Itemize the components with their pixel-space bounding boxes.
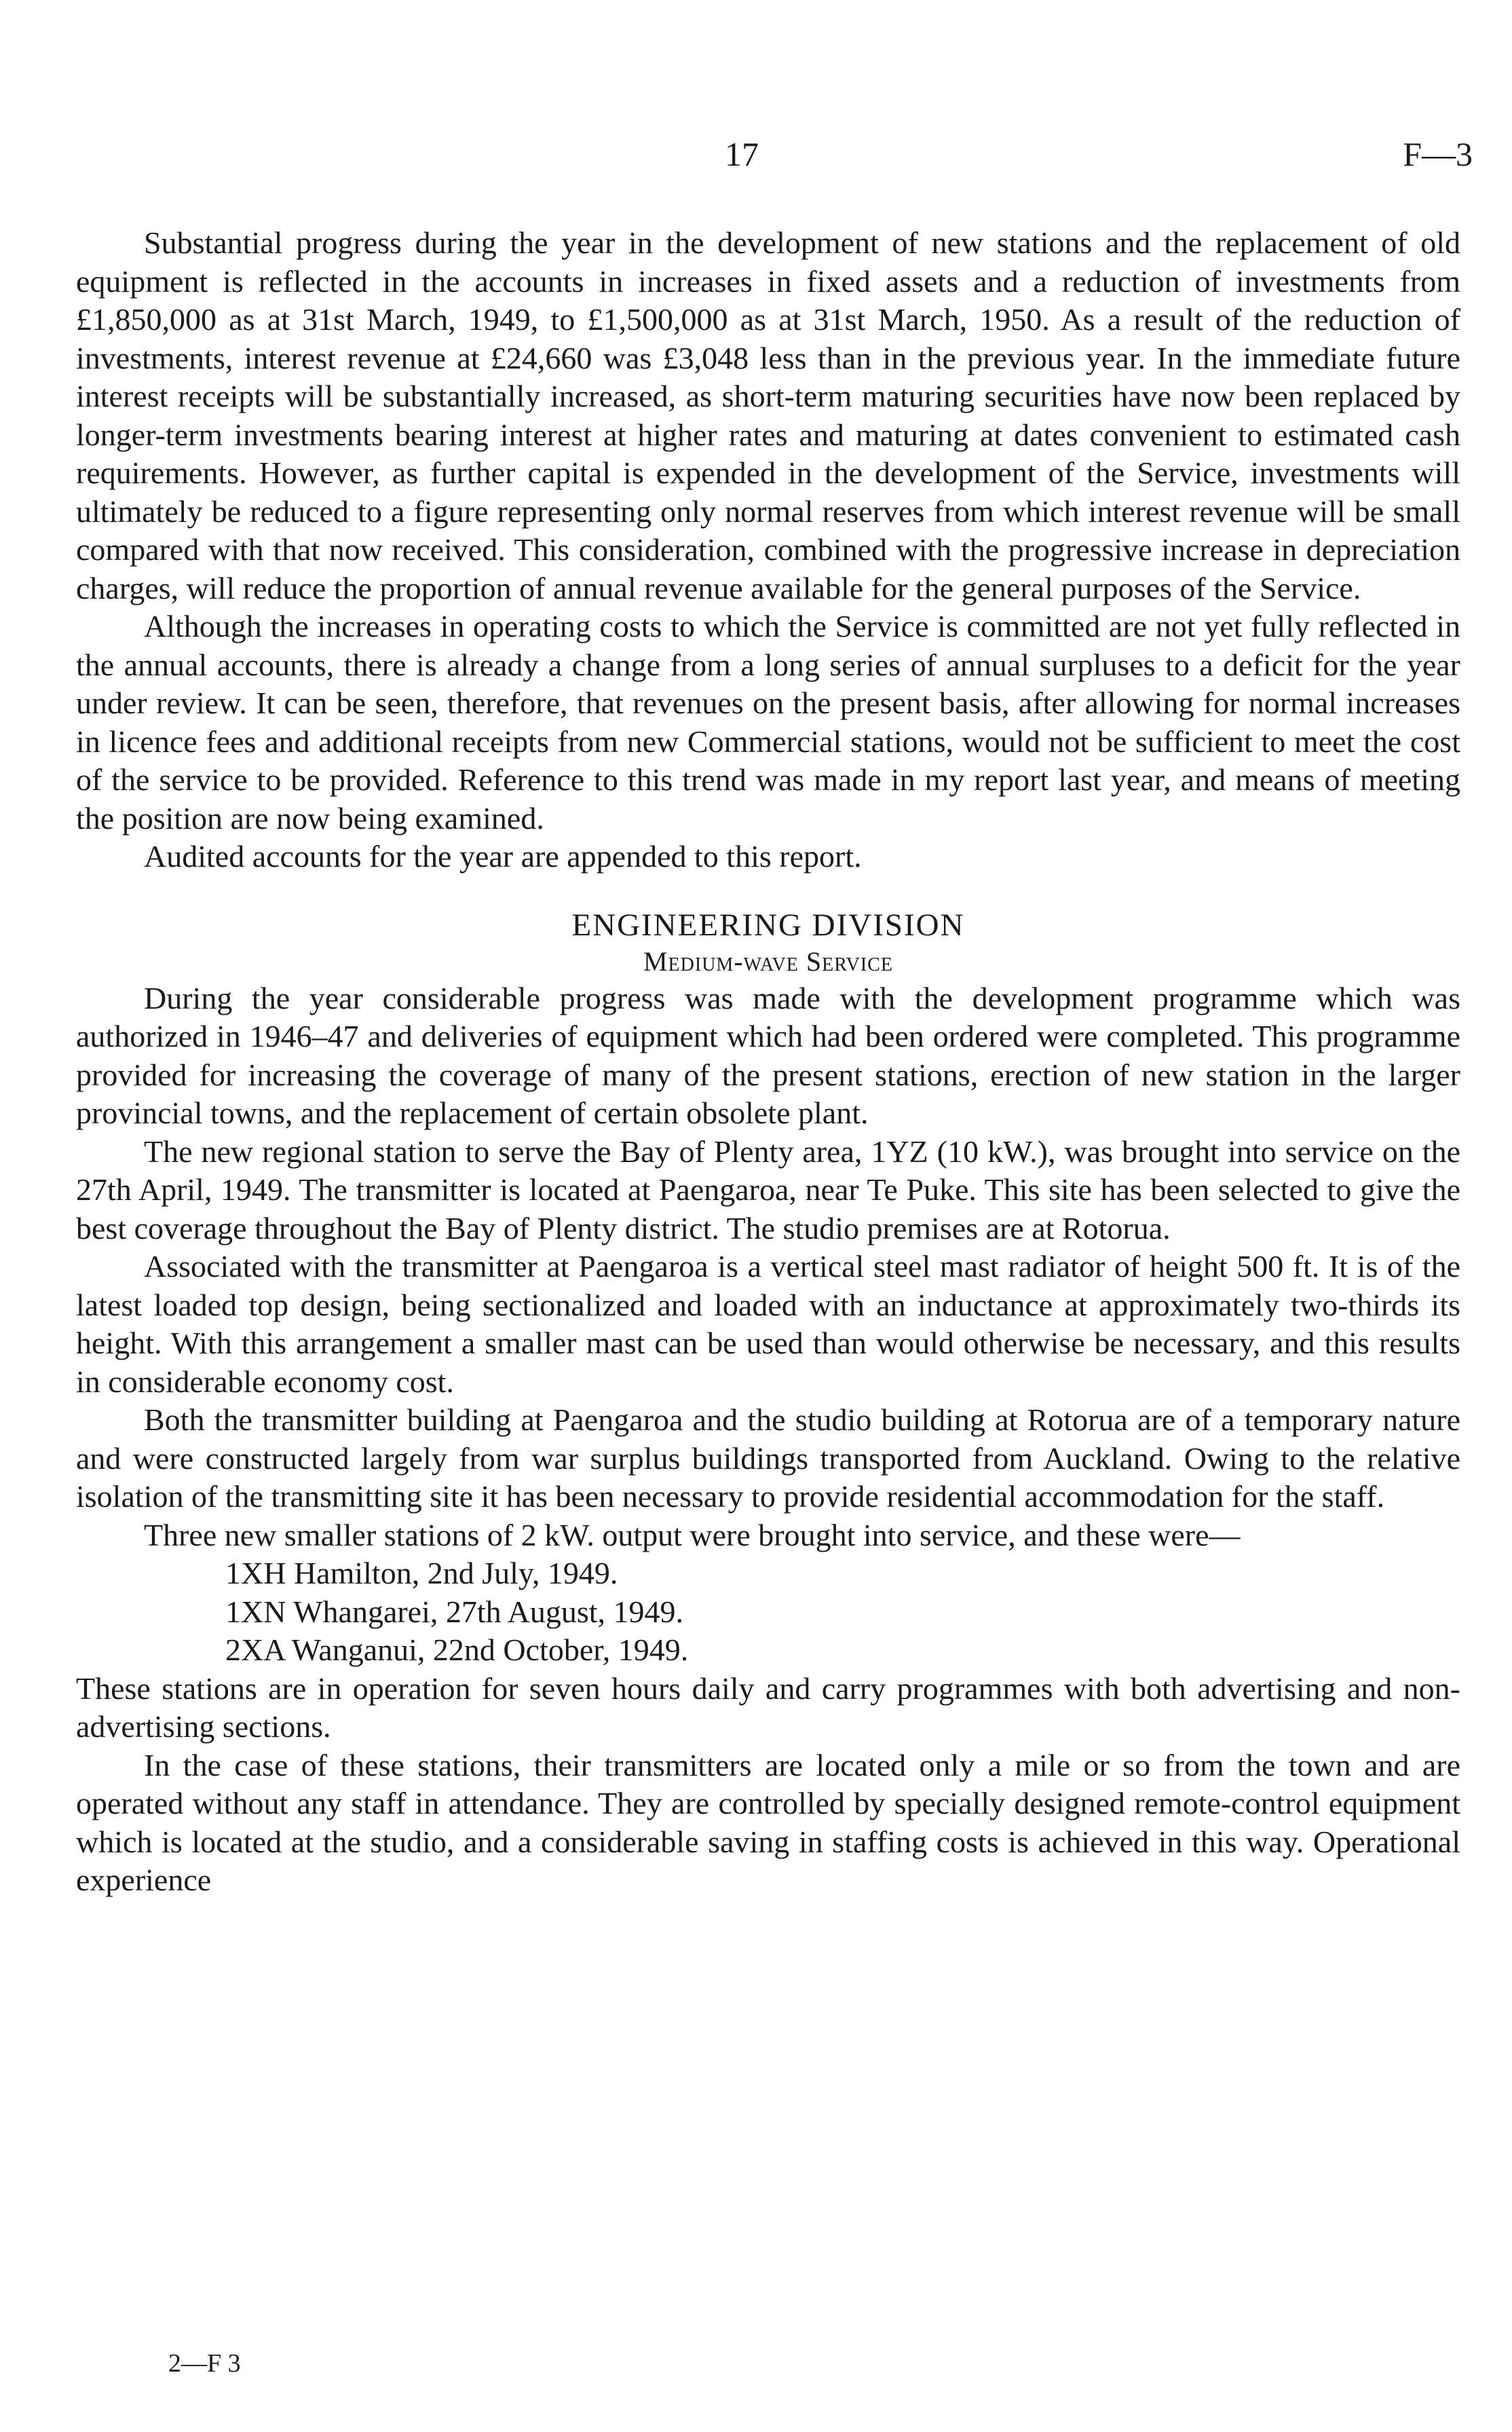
paragraph-engineering-2: The new regional station to serve the Bay of Plenty area, 1YZ (10 kW.), was brought into service on the 27th April, 1949. The transmitter is located at Paengaroa, near Te Puke. This site has been selected to give the best coverage throughout the Bay of Plenty district. The studio premises are at Rotorua.	[76, 1134, 1460, 1246]
paragraph-after-list-2: In the case of these stations, their transmitters are located only a mile or so from the town and are operated without any staff in attendance. They are controlled by specially designed remote-control equipment which is located at the studio, and a considerable saving in staffing costs is achieved in this way. Operational experience	[76, 1747, 1460, 1897]
paragraph-engineering-1: During the year considerable progress was made with the development programme which was authorized in 1946–47 and deliveries of equipment which had been ordered were completed. This programme provided for increasing the coverage of many of the present stations, erection of new station in the larger provincial towns, and the replacement of certain obsolete plant.	[76, 980, 1460, 1130]
section-subheading: Medium-wave Service	[643, 946, 894, 977]
list-item: 1XN Whangarei, 27th August, 1949.	[225, 1594, 684, 1629]
page-reference: F—3	[1403, 135, 1473, 173]
paragraph-after-list-1: These stations are in operation for seven hours daily and carry programmes with both advertising and non-advertising sections.	[76, 1670, 1460, 1744]
paragraph-engineering-5: Three new smaller stations of 2 kW. output were brought into service, and these were—	[144, 1517, 1241, 1552]
paragraph-engineering-3: Associated with the transmitter at Paengaroa is a vertical steel mast radiator of height 500 ft. It is of the latest loaded top design, being sectionalized and loaded with an inductance at approximately two-thirds its height. With this arrangement a smaller mast can be used than would otherwise be necessary, and this results in considerable economy cost.	[76, 1249, 1460, 1399]
paragraph-finance-1: Substantial progress during the year in the development of new stations and the replacement of old equipment is reflected in the accounts in increases in fixed assets and a reduction of investments from £1,850,000 as at 31st March, 1949, to £1,500,000 as at 31st March, 1950. As a result of the reduction of investments, interest revenue at £24,660 was £3,048 less than in the previous year. In the immediate future interest receipts will be substantially increased, as short-term maturing securities have now been replaced by longer-term investments bearing interest at higher rates and maturing at dates convenient to estimated cash requirements. However, as further capital is expended in the development of the Service, investments will ultimately be reduced to a figure representing only normal reserves from which interest revenue will be small compared with that now received. This consideration, combined with the progressive increase in depreciation charges, will reduce the proportion of annual revenue available for the general purposes of the Service.	[76, 225, 1460, 605]
list-item: 2XA Wanganui, 22nd October, 1949.	[225, 1632, 689, 1667]
station-list	[76, 1554, 1460, 1670]
paragraph-finance-3: Audited accounts for the year are appended to this report.	[144, 839, 862, 874]
paragraph-engineering-4: Both the transmitter building at Paengaroa and the studio building at Rotorua are of a temporary nature and were constructed largely from war surplus buildings transported from Auckland. Owing to the relative isolation of the transmitting site it has been necessary to provide residential accommodation for the staff.	[76, 1402, 1460, 1514]
paragraph-finance-2: Although the increases in operating costs to which the Service is committed are not yet fully reflected in the annual accounts, there is already a change from a long series of annual surpluses to a deficit for the year under review. It can be seen, therefore, that revenues on the present basis, after allowing for normal increases in licence fees and additional receipts from new Commercial stations, would not be sufficient to meet the cost of the service to be provided. Reference to this trend was made in my report last year, and means of meeting the position are now being examined.	[76, 609, 1460, 836]
list-item: 1XH Hamilton, 2nd July, 1949.	[225, 1556, 618, 1590]
section-heading: ENGINEERING DIVISION	[571, 907, 965, 943]
footer-signature: 2—F 3	[168, 2349, 241, 2378]
page-number: 17	[725, 135, 759, 173]
document-body	[76, 224, 1460, 1900]
